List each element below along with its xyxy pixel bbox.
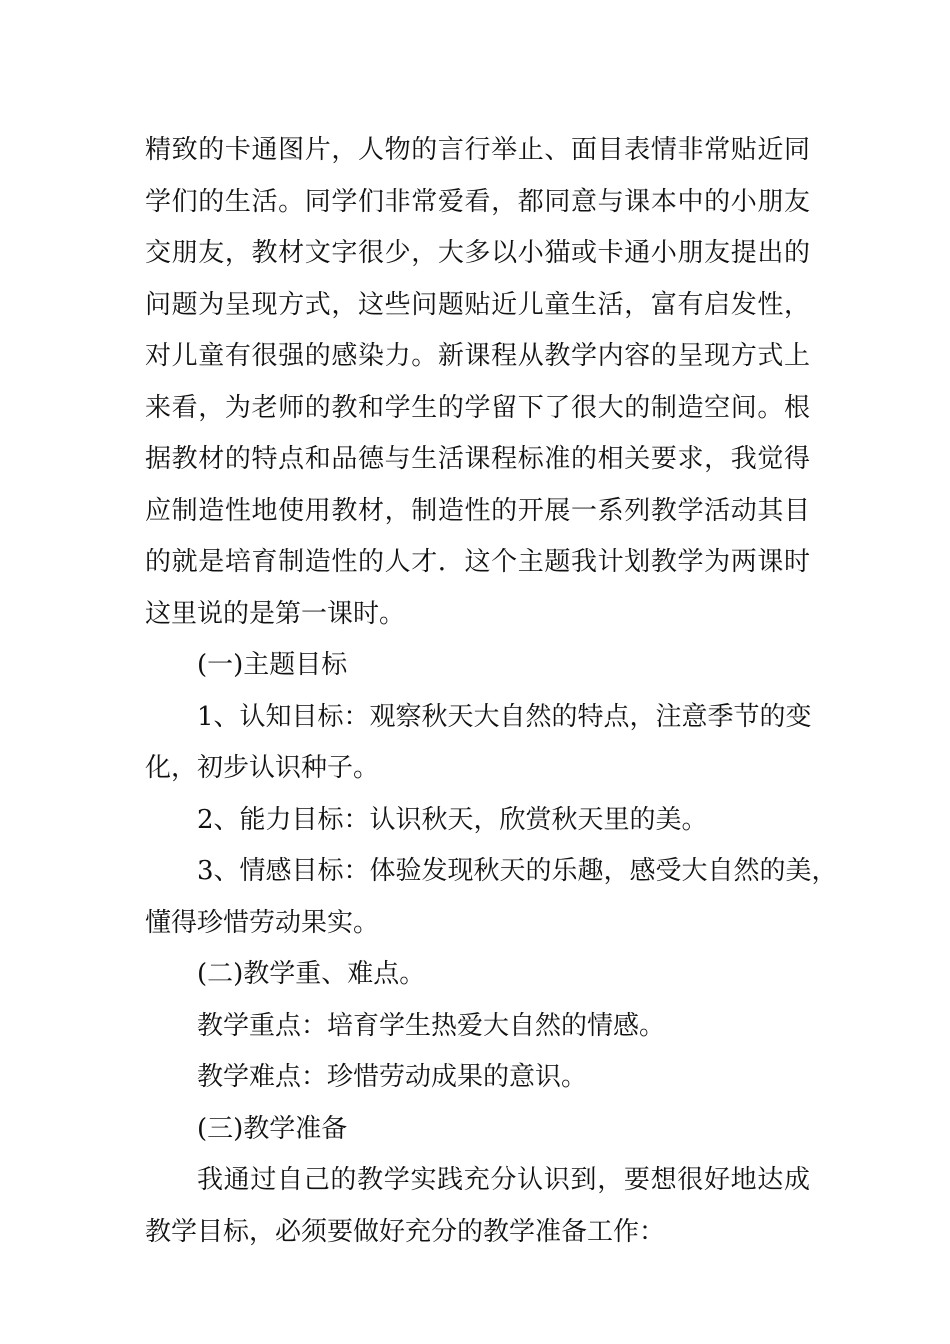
text-line: 懂得珍惜劳动果实。 bbox=[145, 907, 380, 938]
text-line: 教学重点：培育学生热爱大自然的情感。 bbox=[197, 1010, 666, 1041]
text-line: 问题为呈现方式，这些问题贴近儿童生活，富有启发性， bbox=[145, 289, 810, 320]
text-line: 应制造性地使用教材，制造性的开展一系列教学活动其目 bbox=[145, 495, 810, 526]
text-line: 1、认知目标：观察秋天大自然的特点，注意季节的变 bbox=[197, 701, 812, 732]
text-line: 化，初步认识种子。 bbox=[145, 753, 380, 783]
text-line: 对儿童有很强的感染力。新课程从教学内容的呈现方式上 bbox=[145, 341, 810, 371]
text-line: 3、情感目标：体验发现秋天的乐趣，感受大自然的美， bbox=[197, 856, 838, 886]
text-line: 教学目标，必须要做好充分的教学准备工作： bbox=[145, 1216, 666, 1247]
text-line: 我通过自己的教学实践充分认识到，要想很好地达成 bbox=[197, 1165, 810, 1195]
section-heading: (三)教学准备 bbox=[197, 1113, 348, 1144]
text-line: 这里说的是第一课时。 bbox=[145, 598, 406, 629]
text-line: 教学难点：珍惜劳动成果的意识。 bbox=[197, 1062, 588, 1092]
text-line: 的就是培育制造性的人才．这个主题我计划教学为两课时 bbox=[145, 547, 810, 577]
text-line: 来看，为老师的教和学生的学留下了很大的制造空间。根 bbox=[145, 392, 810, 423]
text-line: 2、能力目标：认识秋天，欣赏秋天里的美。 bbox=[197, 804, 708, 835]
document-body bbox=[145, 125, 838, 1258]
text-line: 据教材的特点和品德与生活课程标准的相关要求，我觉得 bbox=[145, 444, 810, 474]
text-line: 精致的卡通图片，人物的言行举止、面目表情非常贴近同 bbox=[145, 135, 810, 165]
section-heading: (二)教学重、难点。 bbox=[197, 959, 426, 989]
text-line: 学们的生活。同学们非常爱看，都同意与课本中的小朋友 bbox=[145, 186, 810, 217]
text-line: 交朋友，教材文字很少，大多以小猫或卡通小朋友提出的 bbox=[145, 238, 810, 268]
section-heading: (一)主题目标 bbox=[197, 650, 348, 680]
